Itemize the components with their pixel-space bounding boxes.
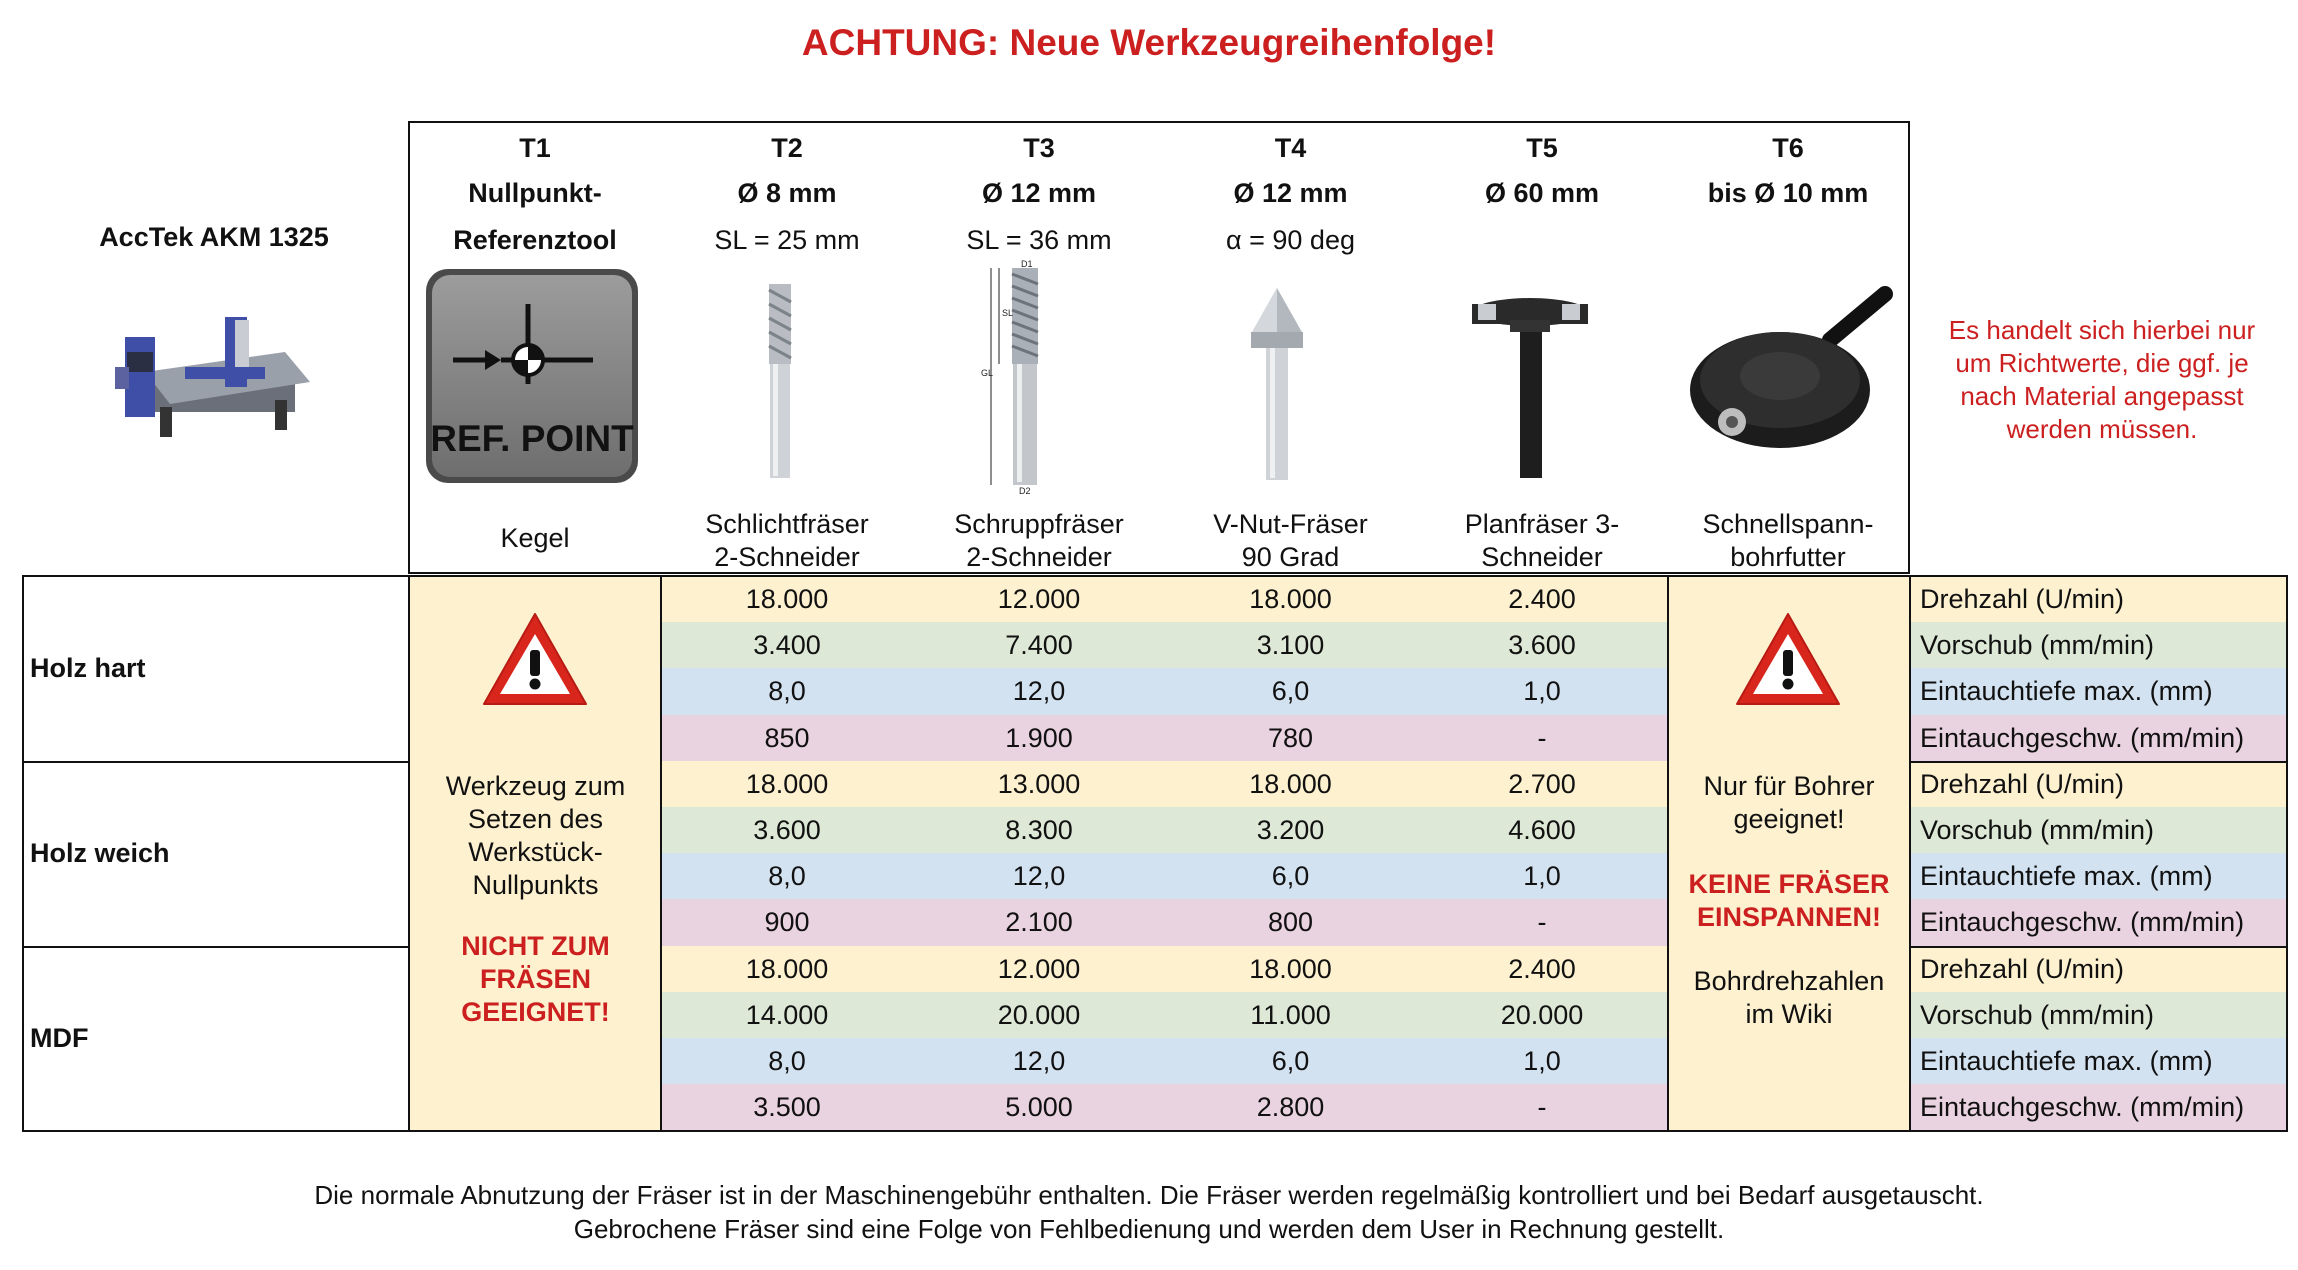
param-label: Eintauchtiefe max. (mm) [1920, 676, 2213, 707]
value-cell: - [1537, 1092, 1547, 1123]
surfacing-cutter-icon [1470, 290, 1590, 480]
grid-line [1910, 946, 2288, 948]
value-cell: 18.000 [1249, 768, 1332, 799]
t6-description-line: geeignet! [1733, 804, 1845, 834]
value-cell: 3.400 [753, 630, 821, 661]
grid-line [22, 761, 410, 763]
value-cell: 4.600 [1508, 815, 1576, 845]
value-cell: 12,0 [1012, 861, 1066, 892]
value-cell: 3.600 [753, 815, 821, 845]
value-cell: 3.600 [1508, 630, 1576, 661]
d1-label: D1 [1021, 259, 1033, 269]
param-label: Drehzahl (U/min) [1920, 584, 2125, 614]
tool-diameter: Ø 12 mm [981, 178, 1097, 208]
value-cell: 900 [764, 907, 810, 938]
value-cell: 12.000 [997, 953, 1081, 984]
machine-label: AccTek AKM 1325 [99, 222, 329, 252]
value-cell: 6,0 [1271, 861, 1310, 892]
grid-line [22, 946, 410, 948]
param-label: Eintauchtiefe max. (mm) [1920, 1046, 2213, 1076]
param-label: Vorschub (mm/min) [1920, 630, 2155, 661]
tool-name-line1: Schnellspann- [1702, 509, 1874, 539]
tool-spec: α = 90 deg [1226, 225, 1355, 255]
value-cell: 800 [1267, 907, 1314, 938]
tool-spec: SL = 25 mm [714, 225, 860, 255]
tool-name-line2: Kegel [500, 523, 570, 553]
t1-description-line: Werkzeug zum [445, 771, 626, 801]
page-title: ACHTUNG: Neue Werkzeugreihenfolge! [801, 22, 1497, 63]
tool-number: T4 [1274, 133, 1307, 163]
value-cell: 6,0 [1271, 676, 1310, 707]
value-cell: 2.100 [1005, 907, 1073, 938]
value-cell: 1.900 [1005, 722, 1073, 753]
value-cell: 7.400 [1005, 630, 1073, 661]
ref-point-icon [423, 266, 641, 486]
t6-info-line: im Wiki [1745, 999, 1833, 1029]
param-label: Vorschub (mm/min) [1920, 999, 2155, 1030]
t6-info-line: Bohrdrehzahlen [1693, 966, 1885, 996]
value-cell: 850 [764, 722, 810, 753]
value-cell: 20.000 [997, 999, 1081, 1030]
t1-warning-line: FRÄSEN [479, 964, 591, 994]
t1-description-line: Setzen des [467, 804, 604, 834]
warning-icon [480, 610, 590, 710]
grid-line [660, 576, 662, 1130]
tool-name-line2: 90 Grad [1241, 542, 1340, 572]
value-cell: 12,0 [1012, 676, 1066, 707]
param-label: Eintauchgeschw. (mm/min) [1920, 722, 2245, 753]
cnc-machine-image [115, 312, 315, 444]
tool-diameter: Ø 8 mm [737, 178, 837, 208]
d2-label: D2 [1019, 486, 1031, 496]
grid-line [1910, 761, 2288, 763]
t1-description-line: Nullpunkts [472, 870, 599, 900]
tool-name-line1: V-Nut-Fräser [1213, 509, 1368, 539]
tool-name-line1: Schlichtfräser [705, 509, 869, 539]
value-cell: 12.000 [997, 584, 1081, 614]
grid-line [22, 1130, 2288, 1132]
value-cell: 18.000 [1249, 953, 1332, 984]
param-label: Vorschub (mm/min) [1920, 815, 2155, 845]
footer-note [0, 1178, 2298, 1246]
material-label: Holz weich [30, 838, 170, 869]
param-label: Eintauchgeschw. (mm/min) [1920, 1092, 2245, 1123]
value-cell: 18.000 [745, 584, 829, 614]
value-cell: 13.000 [997, 768, 1081, 799]
grid-line [1667, 576, 1669, 1130]
value-cell: 12,0 [1012, 1046, 1066, 1076]
value-cell: 18.000 [1249, 584, 1332, 614]
material-label: Holz hart [30, 653, 146, 684]
value-cell: 3.100 [1256, 630, 1325, 661]
drill-chuck-icon [1680, 280, 1900, 465]
param-label: Drehzahl (U/min) [1920, 768, 2125, 799]
value-cell: 2.400 [1508, 953, 1576, 984]
value-cell: 3.200 [1256, 815, 1325, 845]
value-cell: 20.000 [1500, 999, 1584, 1030]
t1-warning-line: GEEIGNET! [461, 997, 610, 1027]
note-line: Es handelt sich hierbei nur [1948, 315, 2256, 345]
roughing-cutter-icon [977, 259, 1067, 496]
tool-name-line2: bohrfutter [1730, 542, 1846, 572]
grid-line [22, 575, 2288, 577]
param-label: Eintauchgeschw. (mm/min) [1920, 907, 2245, 938]
value-cell: 14.000 [745, 999, 829, 1030]
t6-description-line: Nur für Bohrer [1703, 771, 1875, 801]
tool-diameter: bis Ø 10 mm [1707, 178, 1869, 208]
v-groove-cutter-icon [1247, 286, 1307, 482]
t1-description-line: Werkstück- [468, 837, 603, 867]
value-cell: 2.800 [1256, 1092, 1325, 1123]
value-cell: 1,0 [1523, 861, 1561, 892]
material-label: MDF [30, 1022, 89, 1053]
footer-line: Die normale Abnutzung der Fräser ist in der Maschinengebühr enthalten. Die Fräser werden regelmäßig kontrolliert und bei Bedarf ausgetauscht. [314, 1180, 1984, 1210]
note-text [1912, 314, 2292, 446]
ref-point-text: REF. POINT [430, 418, 634, 459]
t1-warning-line: NICHT ZUM [461, 931, 610, 961]
value-cell: 6,0 [1271, 1046, 1310, 1076]
value-cell: 8,0 [768, 676, 806, 707]
tool-spec: SL = 36 mm [966, 225, 1112, 255]
warning-icon [1733, 610, 1843, 710]
sl-label: SL [1002, 308, 1014, 318]
t6-warning-line: KEINE FRÄSER [1688, 869, 1890, 899]
grid-line [1909, 576, 1911, 1130]
tool-number: T2 [771, 133, 803, 163]
grid-line [2286, 576, 2288, 1130]
footer-line: Gebrochene Fräser sind eine Folge von Fehlbedienung und werden dem User in Rechnung gestellt. [573, 1214, 1725, 1244]
value-cell: 1,0 [1523, 1046, 1561, 1076]
value-cell: 5.000 [1005, 1092, 1073, 1123]
param-label: Drehzahl (U/min) [1920, 953, 2125, 984]
tool-number: T6 [1772, 133, 1804, 163]
tool-diameter: Nullpunkt- [468, 178, 602, 208]
tool-name-line1: Schruppfräser [954, 509, 1124, 539]
value-cell: 8.300 [1005, 815, 1073, 845]
tool-diameter: Ø 60 mm [1484, 178, 1600, 208]
note-line: werden müssen. [2006, 414, 2198, 444]
tool-spec: Referenztool [453, 225, 617, 255]
grid-line [22, 576, 24, 1130]
value-cell: 11.000 [1250, 999, 1331, 1030]
value-cell: - [1537, 907, 1547, 938]
value-cell: 8,0 [768, 861, 806, 892]
value-cell: 18.000 [745, 768, 829, 799]
t6-warning-line: EINSPANNEN! [1696, 902, 1882, 932]
value-cell: 2.400 [1508, 584, 1576, 614]
gl-label: GL [981, 368, 994, 378]
value-cell: 2.700 [1508, 768, 1576, 799]
tool-name-line2: 2-Schneider [966, 542, 1112, 572]
finishing-cutter-icon [755, 280, 805, 480]
value-cell: 18.000 [745, 953, 829, 984]
value-cell: 8,0 [768, 1046, 806, 1076]
value-cell: 1,0 [1523, 676, 1561, 707]
tool-number: T1 [519, 133, 551, 163]
note-line: nach Material angepasst [1960, 381, 2244, 411]
tool-name-line1: Planfräser 3- [1464, 509, 1620, 539]
param-label: Eintauchtiefe max. (mm) [1920, 861, 2213, 892]
grid-line [408, 576, 410, 1130]
tool-number: T5 [1526, 133, 1558, 163]
value-cell: - [1537, 722, 1547, 753]
value-cell: 780 [1267, 722, 1314, 753]
value-cell: 3.500 [753, 1092, 821, 1123]
tool-diameter: Ø 12 mm [1233, 178, 1348, 208]
tool-number: T3 [1023, 133, 1055, 163]
tool-name-line2: 2-Schneider [714, 542, 860, 572]
note-line: um Richtwerte, die ggf. je [1955, 348, 2249, 378]
tool-name-line2: Schneider [1481, 542, 1603, 572]
